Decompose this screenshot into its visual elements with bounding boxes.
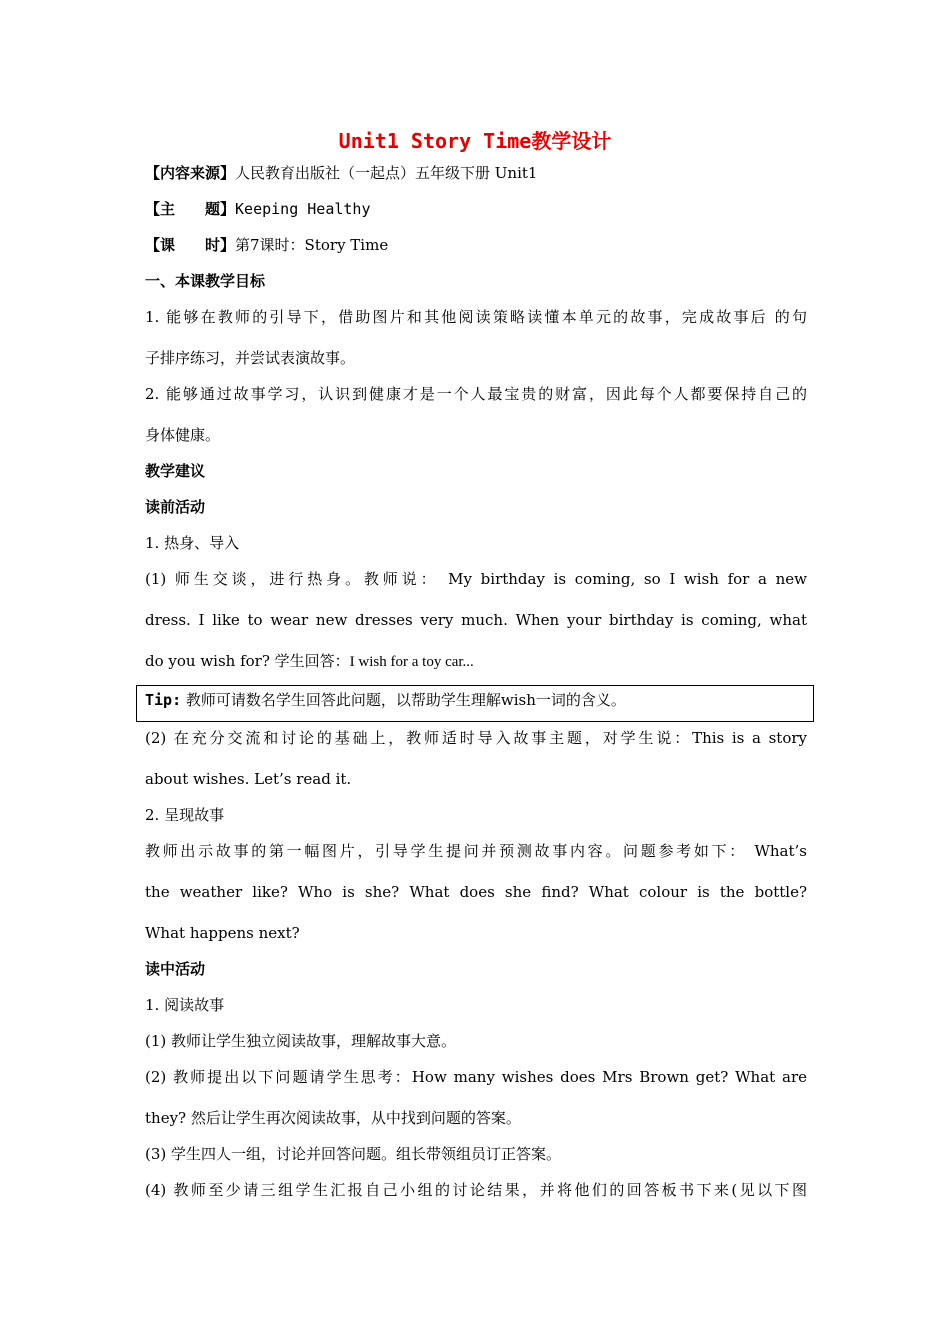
pre-reading-heading: 读前活动 xyxy=(145,498,206,516)
objective-2-line-2: 身体健康。 xyxy=(145,426,221,444)
read-paragraph-2-line-2: they? 然后让学生再次阅读故事，从中找到问题的答案。 xyxy=(145,1109,521,1127)
read-paragraph-3: (3) 学生四人一组，讨论并回答问题。组长带领组员订正答案。 xyxy=(145,1145,562,1163)
meta-period-value: 第7课时：Story Time xyxy=(235,236,389,254)
warmup-question-text: do you wish for? 学生回答： xyxy=(145,652,350,670)
tip-text xyxy=(145,690,626,710)
objective-1-line-2: 子排序练习，并尝试表演故事。 xyxy=(145,349,356,367)
objective-2-line-1: 2. 能够通过故事学习，认识到健康才是一个人最宝贵的财富，因此每个人都要保持自己的 xyxy=(145,385,807,403)
while-reading-heading: 读中活动 xyxy=(145,960,206,978)
tip-content: 教师可请数名学生回答此问题，以帮助学生理解wish一词的含义。 xyxy=(181,691,626,709)
meta-source xyxy=(145,163,807,183)
document-title: Unit1 Story Time教学设计 xyxy=(338,129,612,153)
meta-topic-label: 【主 题】 xyxy=(145,200,236,218)
warmup-paragraph-2-line-2: about wishes. Let’s read it. xyxy=(145,770,352,788)
warmup-paragraph-2-line-1: (2) 在充分交流和讨论的基础上，教师适时导入故事主题，对学生说：This is a story xyxy=(145,729,807,747)
warmup-paragraph-1-line-1: (1) 师生交谈，进行热身。教师说： My birthday is coming, so I wish for a new xyxy=(145,570,807,588)
read-paragraph-1: (1) 教师让学生独立阅读故事，理解故事大意。 xyxy=(145,1032,457,1050)
meta-period-label: 【课 时】 xyxy=(145,236,236,254)
present-line-3: What happens next? xyxy=(145,924,300,942)
read-paragraph-2-line-1: (2) 教师提出以下问题请学生思考：How many wishes does Mrs Brown get? What are xyxy=(145,1068,807,1086)
warmup-answer-text: I wish for a toy car... xyxy=(349,654,474,670)
meta-topic-value: Keeping Healthy xyxy=(235,200,371,218)
meta-source-value: 人民教育出版社（一起点）五年级下册 Unit1 xyxy=(235,164,538,182)
meta-period xyxy=(145,235,807,255)
tip-box xyxy=(136,685,814,722)
meta-topic xyxy=(145,199,807,219)
objective-1-line-1: 1. 能够在教师的引导下，借助图片和其他阅读策略读懂本单元的故事，完成故事后 的句 xyxy=(145,308,807,326)
suggestions-heading: 教学建议 xyxy=(145,462,206,480)
warmup-paragraph-1-line-2: dress. I like to wear new dresses very much. When your birthday is coming, what xyxy=(145,611,807,629)
tip-label: Tip: xyxy=(145,691,182,709)
objectives-heading: 一、本课教学目标 xyxy=(145,272,266,290)
present-line-1: 教师出示故事的第一幅图片，引导学生提问并预测故事内容。问题参考如下： What’s xyxy=(145,842,807,860)
present-line-2: the weather like? Who is she? What does she find? What colour is the bottle? xyxy=(145,883,807,901)
meta-source-label: 【内容来源】 xyxy=(145,164,236,182)
warmup-heading: 1. 热身、导入 xyxy=(145,534,240,552)
warmup-paragraph-1-line-3 xyxy=(145,651,807,672)
read-paragraph-4: (4) 教师至少请三组学生汇报自己小组的讨论结果，并将他们的回答板书下来(见以下图 xyxy=(145,1181,807,1199)
read-story-heading: 1. 阅读故事 xyxy=(145,996,225,1014)
present-story-heading: 2. 呈现故事 xyxy=(145,806,225,824)
